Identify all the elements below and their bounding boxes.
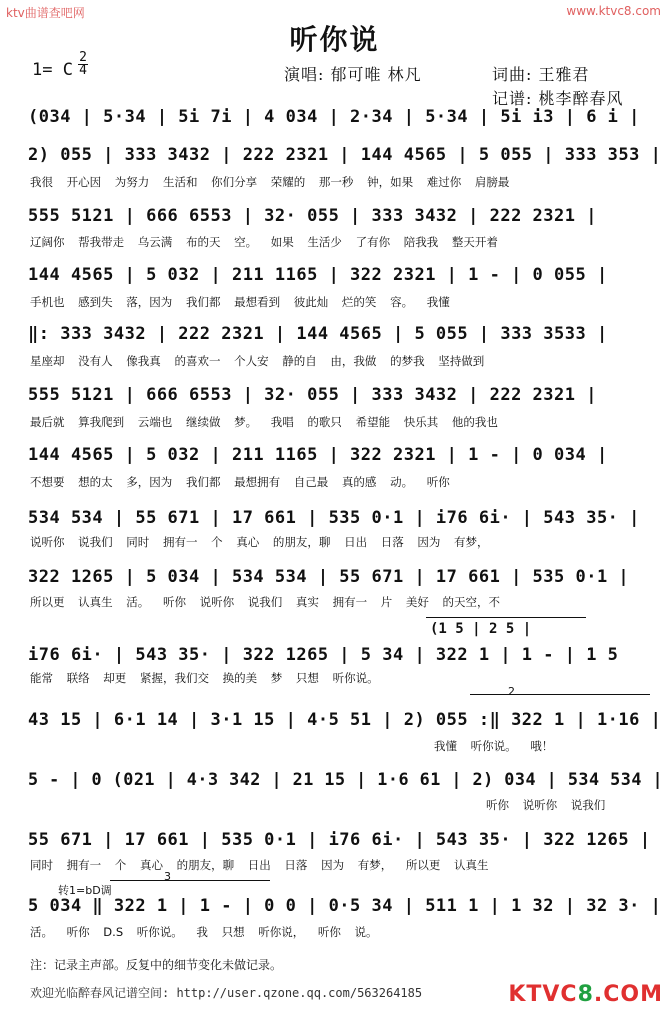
score-line-12: 5 - | 0 (021 | 4·3 342 | 21 15 | 1·6 61 | 2) 034 | 534 534 | — [28, 770, 664, 790]
song-title: 听你说 — [289, 23, 380, 56]
score-line-4: 144 4565 | 5 032 | 211 1165 | 322 2321 | 1 - | 0 055 | — [28, 265, 608, 285]
volta-1-bracket — [426, 617, 586, 618]
score-line-7: 144 4565 | 5 032 | 211 1165 | 322 2321 | 1 - | 0 034 | — [28, 445, 608, 465]
score-line-14: 5 034 ‖ 322 1 | 1 - | 0 0 | 0·5 34 | 511 1 | 1 32 | 32 3· | — [28, 896, 662, 916]
footer-text: 欢迎光临醉春风记谱空间: http://user.qzone.qq.com/563264185 — [30, 986, 423, 1000]
score-line-3: 555 5121 | 666 6553 | 32· 055 | 333 3432 | 222 2321 | — [28, 206, 597, 226]
meter-top: 2 — [79, 50, 87, 65]
lyric-line-2: 我很 开心因 为努力 生活和 你们分享 荣耀的 那一秒 钟，如果 难过你 肩膀最 — [30, 175, 510, 189]
volta-2-label: 2 — [508, 685, 515, 698]
score-line-6: 555 5121 | 666 6553 | 32· 055 | 333 3432 | 222 2321 | — [28, 385, 597, 405]
lyric-line-7: 不想要 想的太 多，因为 我们都 最想拥有 自己最 真的感 动。 听你 — [30, 475, 450, 489]
lyric-line-9: 所以更 认真生 活。 听你 说听你 说我们 真实 拥有一 片 美好 的天空，不 — [30, 595, 501, 609]
third-bracket — [110, 880, 270, 881]
score-line-1: (034 | 5·34 | 5i 7i | 4 034 | 2·34 | 5·34 | 5i i3 | 6 i | — [28, 107, 640, 127]
lyric-line-10: 能常 联络 却更 紧握，我们交 换的美 梦 只想 听你说。 — [30, 671, 379, 685]
singers: 演唱: 郁可唯 林凡 — [284, 65, 422, 84]
lyric-line-4: 手机也 感到失 落，因为 我们都 最想看到 彼此灿 烂的笑 容。 我懂 — [30, 295, 450, 309]
lyric-line-8: 说听你 说我们 同时 拥有一 个 真心 的朋友，聊 日出 日落 因为 有梦， — [30, 535, 489, 549]
lyric-line-6: 最后就 算我爬到 云端也 继续做 梦。 我唱 的歌只 希望能 快乐其 他的我也 — [30, 415, 498, 429]
volta-1-label: (1 5 | 2 5 | — [430, 621, 532, 637]
lyric-line-5: 星座却 没有人 像我真 的喜欢一 个人安 静的自 由，我做 的梦我 坚持做到 — [30, 354, 485, 368]
key-signature: 1= C — [32, 60, 73, 80]
time-signature — [78, 52, 88, 77]
score-line-10: i76 6i· | 543 35· | 322 1265 | 5 34 | 322 1 | 1 - | 1 5 — [28, 645, 619, 665]
logo-eight: 8 — [577, 982, 594, 1007]
modulation-label: 转1=bD调 — [58, 884, 112, 897]
lyric-line-13: 同时 拥有一 个 真心 的朋友，聊 日出 日落 因为 有梦， 所以更 认真生 — [30, 858, 489, 872]
transcription-note: 注：记录主声部。反复中的细节变化未做记录。 — [30, 958, 283, 972]
lyric-line-12: 听你 说听你 说我们 — [486, 798, 606, 812]
lyric-line-11: 我懂 听你说。 哦！ — [434, 739, 554, 753]
score-line-9: 322 1265 | 5 034 | 534 534 | 55 671 | 17 661 | 535 0·1 | — [28, 567, 630, 587]
logo-suffix: .COM — [593, 982, 663, 1007]
score-line-2: 2) 055 | 333 3432 | 222 2321 | 144 4565 | 5 055 | 333 353 | — [28, 145, 662, 165]
lyric-line-3: 辽阔你 帮我带走 乌云满 布的天 空。 如果 生活少 了有你 陪我我 整天开着 — [30, 235, 498, 249]
meter-bottom: 4 — [79, 63, 87, 78]
third-bracket-label: 3 — [164, 870, 171, 883]
volta-2-bracket — [470, 694, 650, 695]
logo-prefix: KTVC — [508, 982, 578, 1007]
score-line-13: 55 671 | 17 661 | 535 0·1 | i76 6i· | 543 35· | 322 1265 | — [28, 830, 651, 850]
score-line-8: 534 534 | 55 671 | 17 661 | 535 0·1 | i76 6i· | 543 35· | — [28, 508, 640, 528]
watermark-right: www.ktvc8.com — [566, 4, 661, 18]
transcriber: 记谱: 桃李醉春风 — [492, 89, 624, 108]
score-line-5: ‖: 333 3432 | 222 2321 | 144 4565 | 5 055 | 333 3533 | — [28, 324, 608, 344]
lyric-line-14: 活。 听你 D.S 听你说。 我 只想 听你说， 听你 说。 — [30, 925, 378, 939]
watermark-left: ktv曲谱查吧网 — [6, 6, 85, 20]
site-logo — [508, 982, 663, 1007]
composer: 词曲: 王雅君 — [492, 65, 590, 84]
score-line-11: 43 15 | 6·1 14 | 3·1 15 | 4·5 51 | 2) 055 :‖ 322 1 | 1·16 | — [28, 710, 662, 730]
